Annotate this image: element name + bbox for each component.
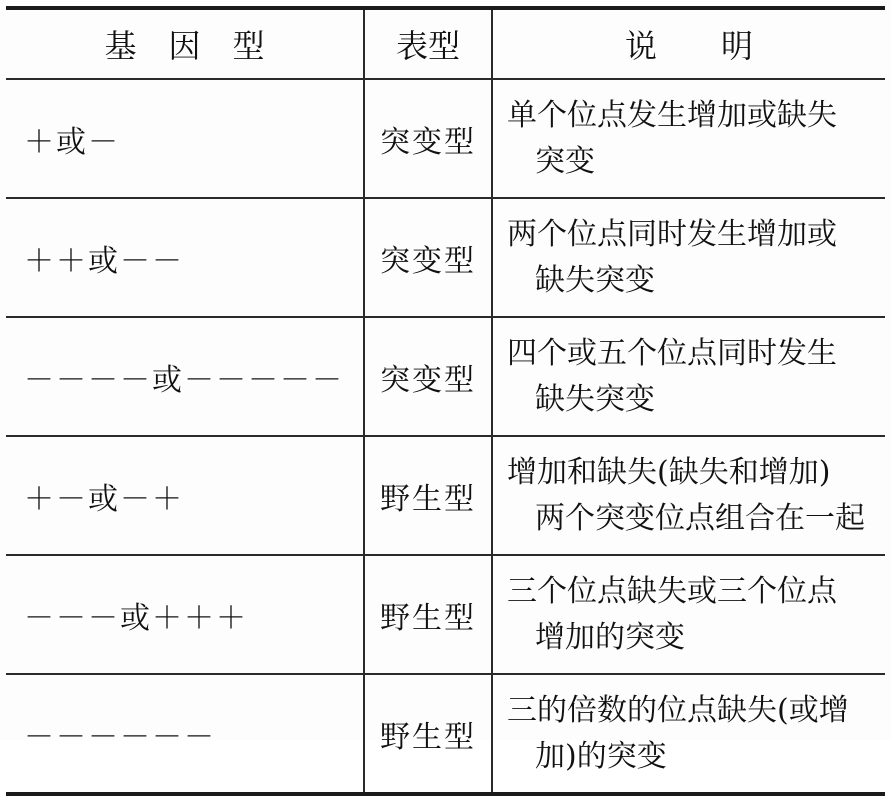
header-note: 说 明 — [492, 8, 885, 79]
note-cell — [492, 674, 885, 794]
table-row — [6, 198, 885, 317]
phenotype-cell: 突变型 — [364, 317, 492, 436]
note-line: 四个或五个位点同时发生 — [507, 335, 837, 371]
phenotype-cell: 突变型 — [364, 198, 492, 317]
genotype-cell: ＋＋或－－ — [6, 198, 364, 317]
genotype-cell: ＋－或－＋ — [6, 436, 364, 555]
note-line: 增加和缺失(缺失和增加) — [507, 454, 831, 490]
note-cell — [492, 317, 885, 436]
table-row — [6, 674, 885, 794]
table-row — [6, 555, 885, 674]
note-cell — [492, 436, 885, 555]
note-line: 两个突变位点组合在一起 — [535, 500, 865, 536]
note-line: 突变 — [535, 143, 595, 179]
note-line: 单个位点发生增加或缺失 — [507, 97, 837, 133]
phenotype-cell: 野生型 — [364, 555, 492, 674]
genotype-phenotype-table — [6, 6, 885, 796]
header-genotype: 基 因 型 — [6, 8, 364, 79]
note-cell — [492, 79, 885, 198]
table-header-row — [6, 8, 885, 79]
phenotype-cell: 野生型 — [364, 436, 492, 555]
note-line: 加)的突变 — [535, 738, 667, 774]
note-cell — [492, 555, 885, 674]
table-row — [6, 317, 885, 436]
note-line: 缺失突变 — [535, 381, 655, 417]
table-row — [6, 79, 885, 198]
note-line: 两个位点同时发生增加或 — [507, 216, 837, 252]
note-cell — [492, 198, 885, 317]
table-row — [6, 436, 885, 555]
header-phenotype: 表型 — [364, 8, 492, 79]
genotype-cell: －－－－－－ — [24, 719, 216, 755]
genotype-cell: ＋或－ — [6, 79, 364, 198]
note-line: 三个位点缺失或三个位点 — [507, 573, 837, 609]
note-line: 增加的突变 — [535, 619, 685, 655]
genotype-cell: －－－－或－－－－－ — [6, 317, 364, 436]
genotype-cell: －－－或＋＋＋ — [6, 555, 364, 674]
note-line: 三的倍数的位点缺失(或增 — [507, 692, 849, 728]
note-line: 缺失突变 — [535, 262, 655, 298]
phenotype-cell: 突变型 — [364, 79, 492, 198]
phenotype-cell: 野生型 — [364, 674, 492, 794]
